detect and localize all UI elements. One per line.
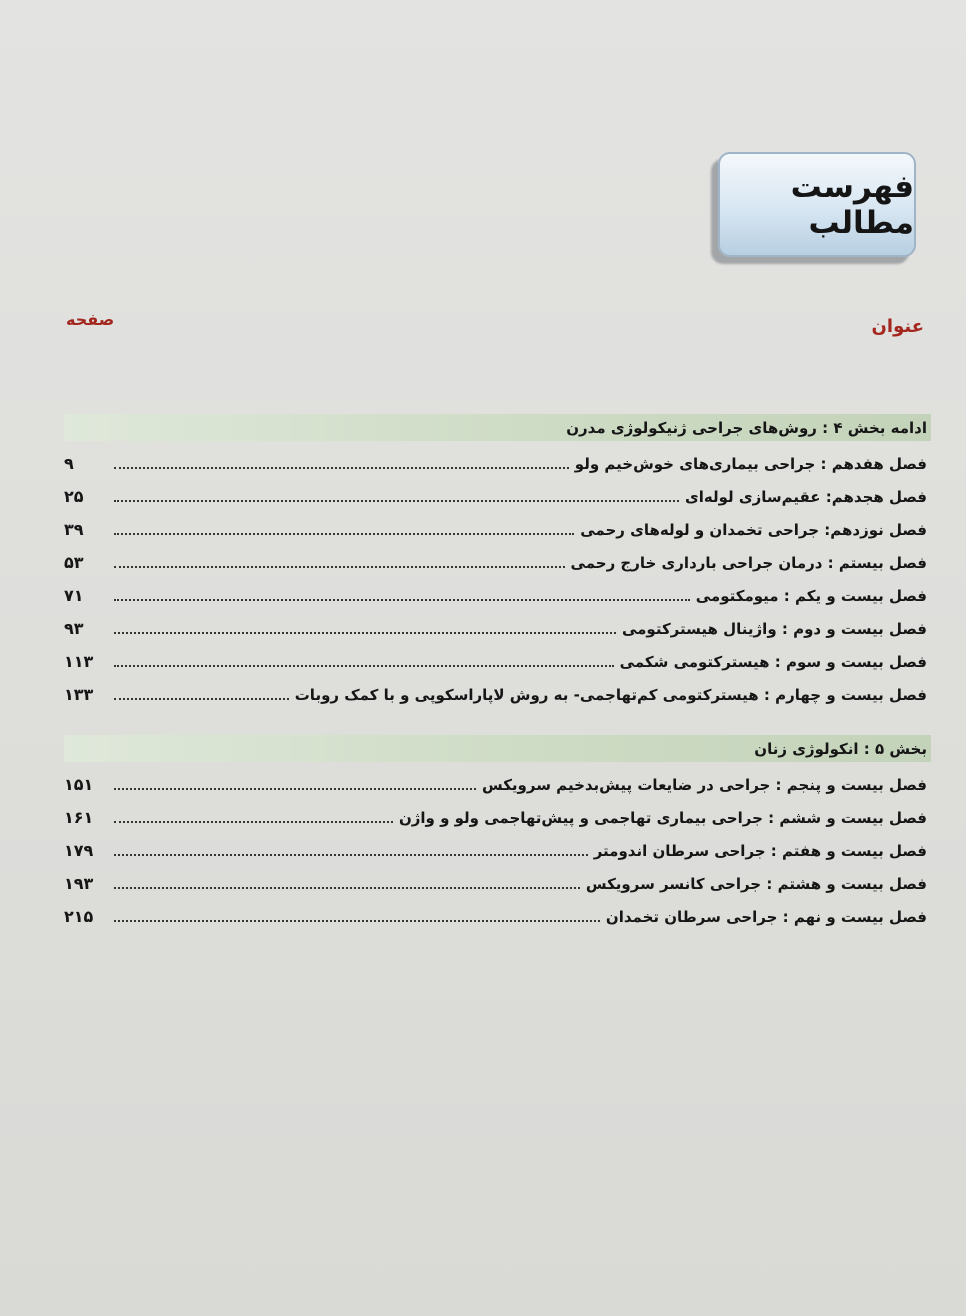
entry-title: فصل بیست و دوم : واژینال هیسترکتومی (621, 619, 927, 638)
entry-title: فصل بیست و یکم : میومکتومی (695, 586, 927, 605)
entry-page-number: ۹۳ (64, 619, 84, 638)
toc-section-4 (64, 414, 931, 711)
toc-entry[interactable] (64, 612, 931, 645)
dot-leader (114, 887, 580, 889)
dot-leader (114, 632, 616, 634)
dot-leader (114, 533, 574, 535)
dot-leader (114, 665, 614, 667)
toc-entry[interactable] (64, 900, 931, 933)
dot-leader (114, 599, 690, 601)
toc-entry[interactable] (64, 768, 931, 801)
entry-page-number: ۱۹۳ (64, 874, 94, 893)
entry-title: فصل بیست و چهارم : هیسترکتومی کم‌تهاجمی- به روش لاپاراسکوپی و با کمک روبات (294, 685, 927, 704)
entry-page-number: ۳۹ (64, 520, 84, 539)
entry-title: فصل بیست و ششم : جراحی بیماری تهاجمی و پیش‌تهاجمی ولو و واژن (398, 808, 927, 827)
entry-page-number: ۱۵۱ (64, 775, 94, 794)
toc-entry[interactable] (64, 801, 931, 834)
entry-title: فصل بیست و پنجم : جراحی در ضایعات پیش‌بدخیم سرویکس (482, 775, 927, 794)
dot-leader (114, 854, 588, 856)
entry-title: فصل بیست و هفتم : جراحی سرطان اندومتر (593, 841, 927, 860)
toc-entry[interactable] (64, 834, 931, 867)
entry-page-number: ۱۱۳ (64, 652, 94, 671)
dot-leader (114, 500, 679, 502)
entry-page-number: ۱۷۹ (64, 841, 94, 860)
toc-entry[interactable] (64, 546, 931, 579)
entry-title: فصل هجدهم: عقیم‌سازی لوله‌ای (684, 487, 927, 506)
dot-leader (114, 788, 476, 790)
toc-entry[interactable] (64, 480, 931, 513)
dot-leader (114, 698, 289, 700)
dot-leader (114, 467, 569, 469)
toc-entry[interactable] (64, 579, 931, 612)
entry-page-number: ۱۳۳ (64, 685, 94, 704)
toc-entry[interactable] (64, 645, 931, 678)
toc-entry[interactable] (64, 867, 931, 900)
column-label-page: صفحه (66, 310, 115, 329)
toc-section-5 (64, 735, 931, 933)
entry-title: فصل نوزدهم: جراحی تخمدان و لوله‌های رحمی (580, 520, 927, 539)
toc-entry[interactable] (64, 447, 931, 480)
entry-title: فصل بیست و نهم : جراحی سرطان تخمدان (605, 907, 927, 926)
entry-title: فصل بیست و هشتم : جراحی کانسر سرویکس (585, 874, 927, 893)
entry-page-number: ۹ (64, 454, 74, 473)
toc-title: فهرست مطالب (790, 168, 914, 241)
toc-entry[interactable] (64, 678, 931, 711)
entry-title: فصل بیستم : درمان جراحی بارداری خارج رحمی (570, 553, 927, 572)
entry-title: فصل بیست و سوم : هیسترکتومی شکمی (619, 652, 927, 671)
entry-page-number: ۲۵ (64, 487, 84, 506)
dot-leader (114, 566, 565, 568)
entry-page-number: ۲۱۵ (64, 907, 94, 926)
entry-title: فصل هفدهم : جراحی بیماری‌های خوش‌خیم ولو (574, 454, 927, 473)
entry-page-number: ۵۳ (64, 553, 84, 572)
toc-title-box (718, 152, 916, 257)
section-header: بخش ۵ : انکولوژی زنان (64, 735, 931, 762)
section-header: ادامه بخش ۴ : روش‌های جراحی ژنیکولوژی مدرن (64, 414, 931, 441)
entry-page-number: ۷۱ (64, 586, 84, 605)
dot-leader (114, 821, 393, 823)
toc-entry[interactable] (64, 513, 931, 546)
entry-page-number: ۱۶۱ (64, 808, 94, 827)
column-label-title: عنوان (871, 316, 924, 337)
dot-leader (114, 920, 600, 922)
